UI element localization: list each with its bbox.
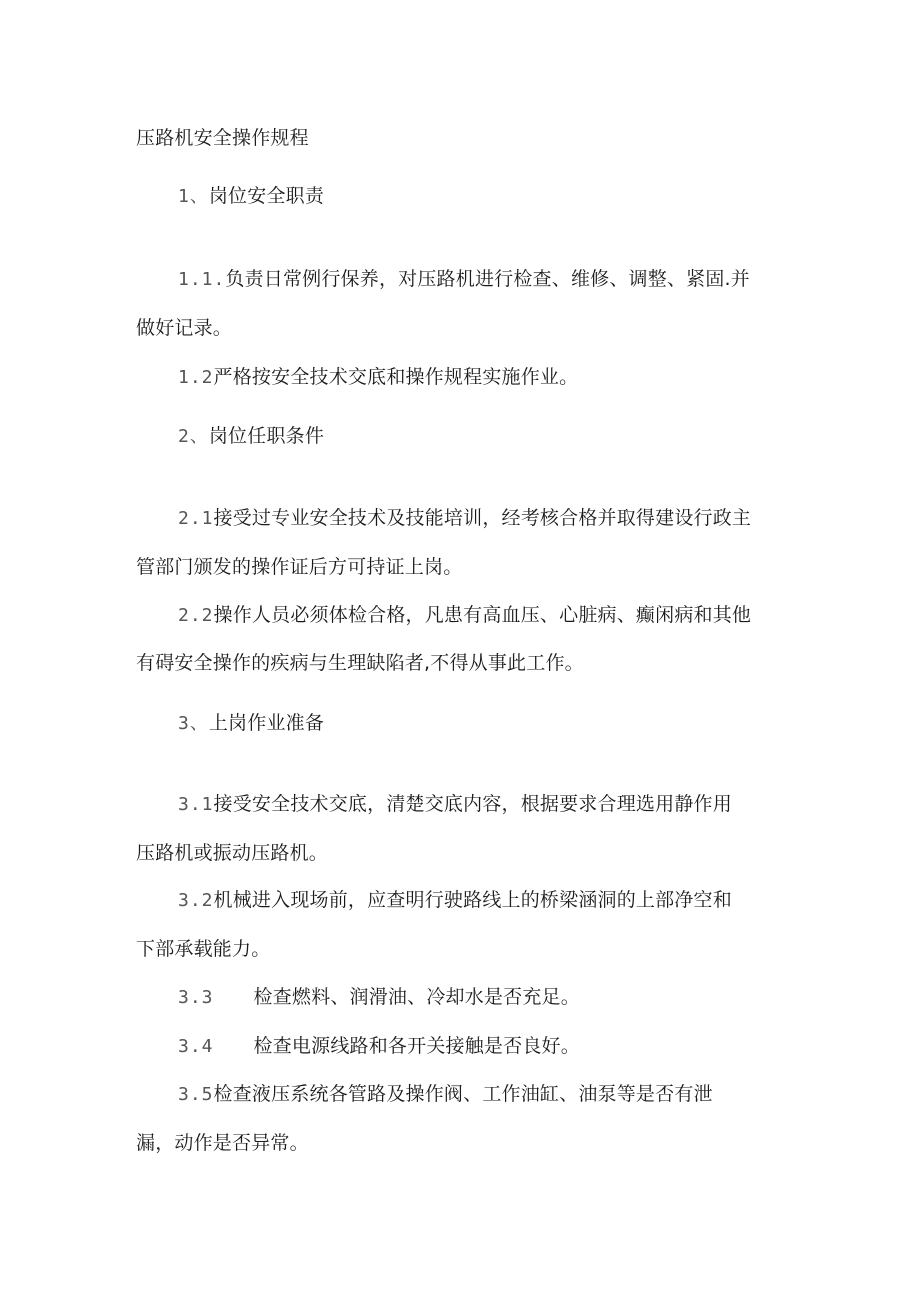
item-text: 检查电源线路和各开关接触是否良好。 <box>253 1035 580 1057</box>
item-text: 负责日常例行保养，对压路机进行检查、维修、调整、紧固.并 <box>225 268 751 290</box>
section-heading-3 <box>178 711 324 736</box>
list-item-1-2 <box>178 365 578 390</box>
section-number: 1、 <box>178 186 209 207</box>
item-text: 检查液压系统各管路及操作阀、工作油缸、油泵等是否有泄 <box>213 1083 713 1105</box>
item-number: 2.2 <box>178 605 214 626</box>
item-continuation: 下部承载能力。 <box>136 938 271 960</box>
section-number: 2、 <box>178 426 209 447</box>
section-heading-1 <box>178 184 324 209</box>
item-text: 严格按安全技术交底和操作规程实施作业。 <box>213 366 579 388</box>
section-number: 3、 <box>178 713 209 734</box>
list-item-2-1 <box>178 506 751 531</box>
item-number: 3.5 <box>178 1084 214 1105</box>
item-continuation: 做好记录。 <box>136 317 233 339</box>
item-continuation: 漏，动作是否异常。 <box>136 1132 309 1154</box>
item-number: 3.2 <box>178 890 214 911</box>
list-item-3-5 <box>178 1082 713 1107</box>
item-text: 机械进入现场前，应查明行驶路线上的桥梁涵洞的上部净空和 <box>213 889 732 911</box>
item-text: 接受过专业安全技术及技能培训，经考核合格并取得建设行政主 <box>213 507 752 529</box>
item-continuation: 管部门颁发的操作证后方可持证上岗。 <box>136 556 463 578</box>
item-number: 3.1 <box>178 794 214 815</box>
section-heading-2 <box>178 424 324 449</box>
document-title: 压路机安全操作规程 <box>136 127 309 149</box>
item-number: 2.1 <box>178 508 214 529</box>
section-heading-text: 岗位任职条件 <box>208 425 325 447</box>
section-heading-text: 岗位安全职责 <box>208 185 325 207</box>
item-continuation: 压路机或振动压路机。 <box>136 842 329 864</box>
item-text: 检查燃料、润滑油、冷却水是否充足。 <box>253 986 580 1008</box>
section-heading-text: 上岗作业准备 <box>208 712 325 734</box>
item-text: 接受安全技术交底，清楚交底内容，根据要求合理选用静作用 <box>213 793 732 815</box>
item-number: 1.2 <box>178 367 214 388</box>
list-item-1-1 <box>178 267 750 292</box>
list-item-3-3 <box>178 985 580 1010</box>
item-number: 3.4 <box>178 1036 214 1057</box>
list-item-3-2 <box>178 888 732 913</box>
item-number: 1.1. <box>178 269 226 290</box>
item-text: 操作人员必须体检合格，凡患有高血压、心脏病、癫闲病和其他 <box>213 604 752 626</box>
list-item-3-1 <box>178 792 732 817</box>
list-item-2-2 <box>178 603 751 628</box>
item-number: 3.3 <box>178 987 214 1008</box>
item-continuation: 有碍安全操作的疾病与生理缺陷者,不得从事此工作。 <box>136 652 584 674</box>
list-item-3-4 <box>178 1034 580 1059</box>
